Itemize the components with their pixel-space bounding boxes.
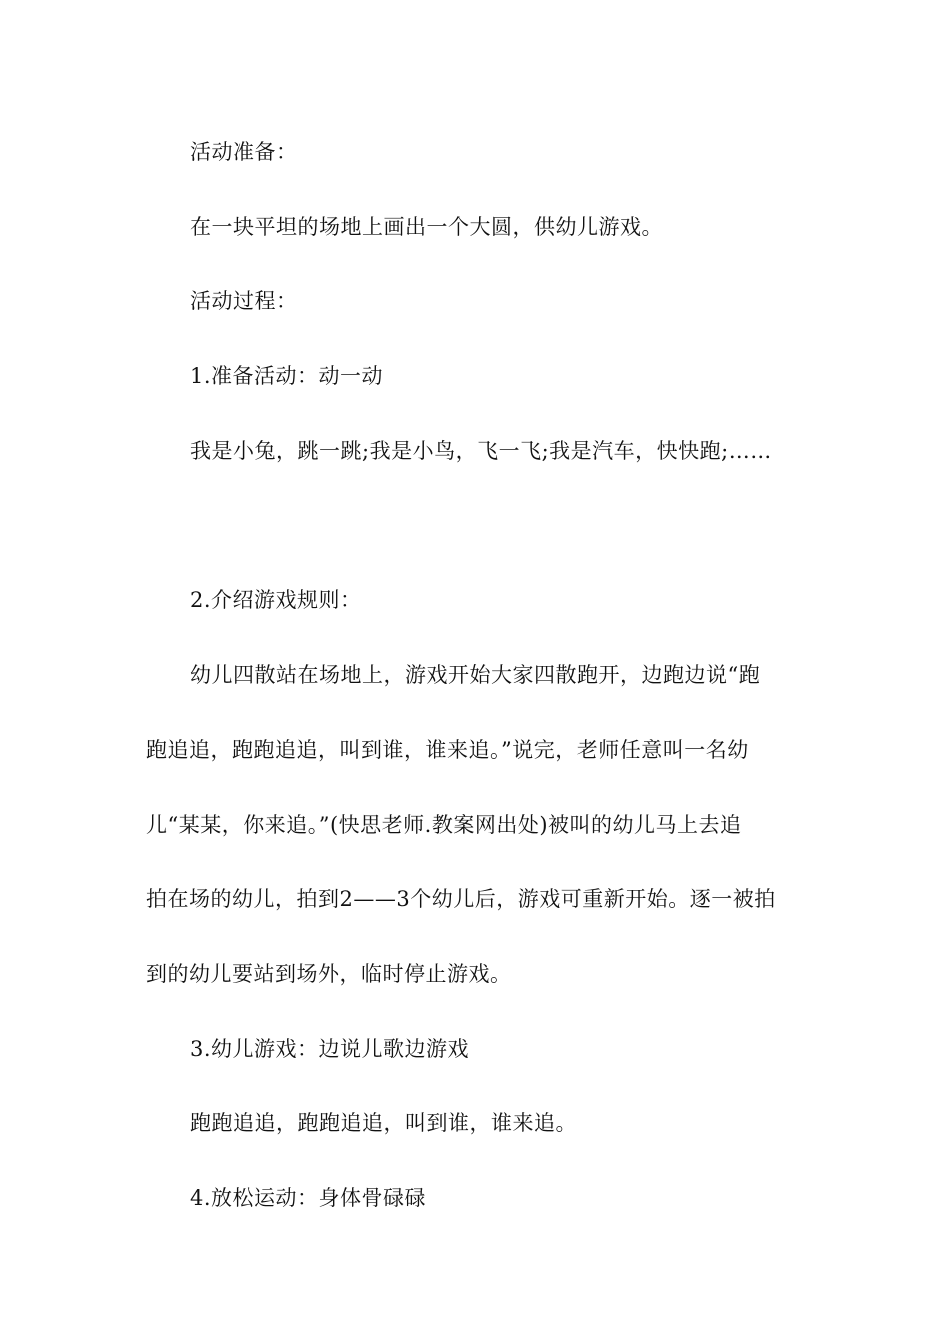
step-2-heading: 2.介绍游戏规则：: [190, 588, 362, 612]
step-3-rhyme: 跑跑追追，跑跑追追，叫到谁，谁来追。: [190, 1111, 577, 1135]
step-3-heading: 3.幼儿游戏：边说儿歌边游戏: [190, 1037, 470, 1061]
step-2-paragraph-line-5: 到的幼儿要站到场外，临时停止游戏。: [146, 962, 512, 986]
step-1-text: 我是小兔，跳一跳;我是小鸟，飞一飞;我是汽车，快快跑;……: [190, 439, 772, 463]
step-2-paragraph-line-1: 幼儿四散站在场地上，游戏开始大家四散跑开，边跑边说“跑: [190, 663, 761, 687]
paragraph-preparation: 在一块平坦的场地上画出一个大圆，供幼儿游戏。: [190, 215, 663, 239]
step-2-paragraph-line-3: 儿“某某，你来追。”(快思老师.教案网出处)被叫的幼儿马上去追: [146, 813, 742, 837]
step-2-paragraph-line-2: 跑追追，跑跑追追，叫到谁，谁来追。”说完，老师任意叫一名幼: [146, 738, 749, 762]
step-4-heading: 4.放松运动：身体骨碌碌: [190, 1186, 427, 1210]
step-1-heading: 1.准备活动：动一动: [190, 364, 384, 388]
step-2-paragraph-line-4: 拍在场的幼儿，拍到2——3个幼儿后，游戏可重新开始。逐一被拍: [146, 887, 776, 911]
section-heading-preparation: 活动准备：: [190, 140, 298, 164]
section-heading-process: 活动过程：: [190, 289, 298, 313]
